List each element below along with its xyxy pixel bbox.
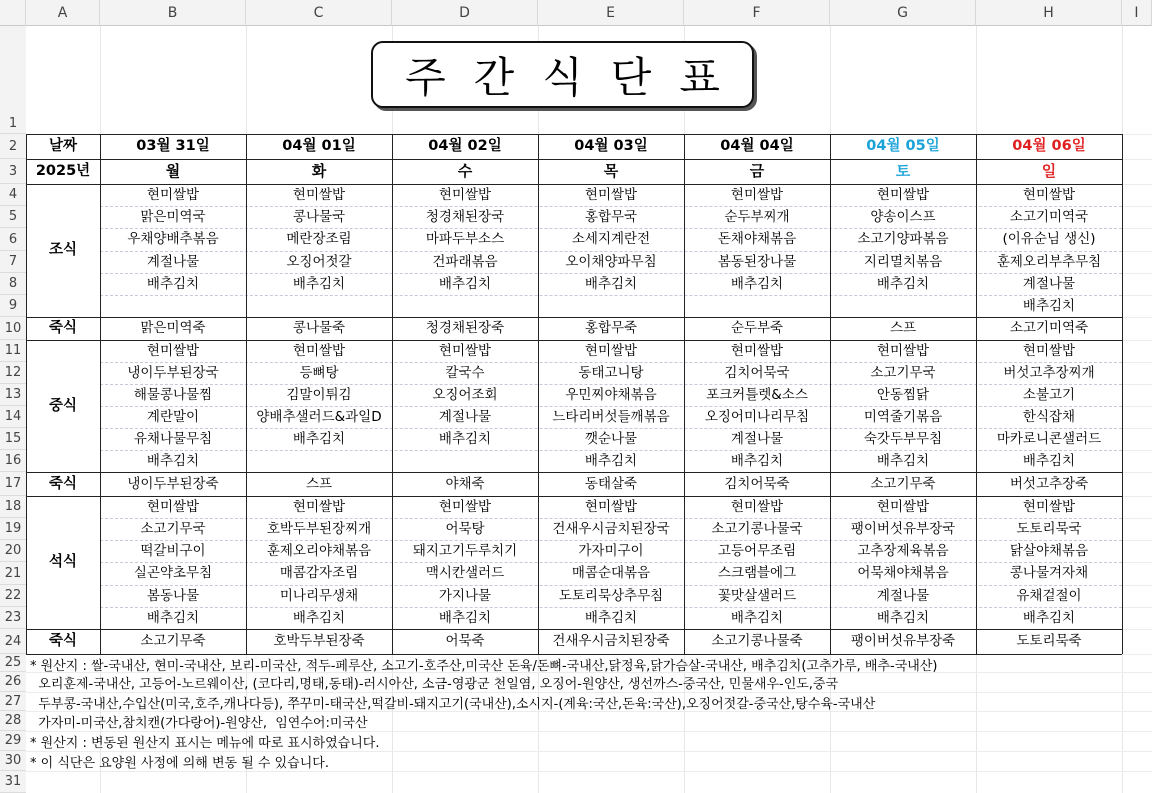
table-border-vertical	[830, 134, 831, 654]
table-border-vertical	[100, 134, 101, 654]
menu-item[interactable]: 양송이스프	[870, 209, 936, 225]
menu-item[interactable]: 동태고니탕	[578, 365, 644, 381]
weekday-cell[interactable]: 월	[165, 162, 181, 180]
menu-item[interactable]: 현미쌀밥	[292, 343, 346, 359]
weekday-cell[interactable]: 수	[457, 162, 473, 180]
menu-item[interactable]: 배추김치	[584, 276, 638, 292]
porridge-item[interactable]: 팽이버섯유부장죽	[850, 633, 956, 649]
menu-item[interactable]: 소세지계란전	[571, 231, 651, 247]
title-box	[371, 41, 754, 108]
menu-item[interactable]: 현미쌀밥	[1022, 499, 1076, 515]
meal-label-porridge[interactable]: 죽식	[48, 476, 77, 492]
menu-item[interactable]: 등뼈탕	[299, 365, 339, 381]
menu-item[interactable]: 계란말이	[146, 409, 200, 425]
menu-item[interactable]: 돈채야채볶음	[717, 231, 797, 247]
row-header-3[interactable]: 3	[0, 159, 26, 184]
menu-item[interactable]: 현미쌀밥	[584, 499, 638, 515]
origin-note[interactable]: * 원산지 : 쌀-국내산, 현미-국내산, 보리-미국산, 적두-페루산, 소고기-호주산,미국산 돈육/돈뼈-국내산,닭정육,닭가슴살-국내산, 배추김치(고추가루, 배추-국내산)	[30, 659, 938, 674]
menu-item[interactable]: 배추김치	[438, 431, 492, 447]
row-header-10[interactable]: 10	[0, 317, 26, 340]
origin-note[interactable]: 두부콩-국내산,수입산(미국,호주,캐나다등), 쭈꾸미-태국산,떡갈비-돼지고기(국내산),소시지-(계육:국산,돈육:국산),오징어젓갈-중국산,탕수육-국내산	[30, 697, 876, 712]
row-header-19[interactable]: 19	[0, 518, 26, 540]
date-cell[interactable]: 04월 05일	[866, 138, 940, 154]
menu-item[interactable]: 가지나물	[438, 588, 492, 604]
table-border-horizontal	[26, 159, 1122, 160]
menu-item[interactable]: 느타리버섯들깨볶음	[552, 409, 670, 425]
row-header-12[interactable]: 12	[0, 362, 26, 384]
meal-label-porridge[interactable]: 죽식	[48, 320, 77, 336]
menu-item[interactable]: 현미쌀밥	[1022, 187, 1076, 203]
menu-item[interactable]: 오징어조회	[432, 387, 498, 403]
menu-item[interactable]: 순두부찌개	[724, 209, 790, 225]
menu-item[interactable]: 유채나물무침	[133, 431, 213, 447]
menu-item[interactable]: 안동찜닭	[876, 387, 930, 403]
menu-item[interactable]: 포크커틀렛&소스	[706, 387, 808, 403]
row-header-30[interactable]: 30	[0, 751, 26, 771]
weekday-cell[interactable]: 목	[603, 162, 619, 180]
menu-item[interactable]: 계절나물	[438, 409, 492, 425]
menu-item[interactable]: 배추김치	[146, 610, 200, 626]
date-label[interactable]: 날짜	[48, 138, 77, 154]
porridge-item[interactable]: 맑은미역죽	[140, 320, 206, 336]
porridge-item[interactable]: 건새우시금치된장죽	[552, 633, 670, 649]
menu-item[interactable]	[392, 295, 538, 317]
menu-item[interactable]: 봄동나물	[146, 588, 200, 604]
menu-item[interactable]: 소고기콩나물국	[711, 521, 803, 537]
menu-item[interactable]: 계절나물	[876, 588, 930, 604]
column-header-G[interactable]: G	[830, 0, 976, 26]
menu-item[interactable]: 매콤감자조림	[279, 565, 359, 581]
row-divider-dashed	[100, 273, 1122, 274]
table-border-horizontal	[26, 317, 1122, 318]
row-header-6[interactable]: 6	[0, 228, 26, 251]
table-border-vertical	[246, 134, 247, 654]
row-header-16[interactable]: 16	[0, 450, 26, 472]
year-label[interactable]: 2025년	[35, 163, 91, 179]
row-header-bar	[0, 26, 26, 793]
menu-item[interactable]: 현미쌀밥	[584, 187, 638, 203]
menu-item[interactable]: 현미쌀밥	[876, 499, 930, 515]
origin-note[interactable]: * 원산지 : 변동된 원산지 표시는 메뉴에 따로 표시하였습니다.	[30, 736, 380, 751]
menu-item[interactable]: 고추장제육볶음	[857, 543, 949, 559]
menu-item[interactable]: 훈제오리부추무침	[996, 254, 1102, 270]
menu-item[interactable]: 소고기미역국	[1009, 209, 1089, 225]
menu-item[interactable]: 배추김치	[438, 276, 492, 292]
menu-item[interactable]: 맥시칸샐러드	[425, 565, 505, 581]
table-border-vertical	[392, 134, 393, 654]
table-border-vertical	[976, 134, 977, 654]
row-header-18[interactable]: 18	[0, 496, 26, 518]
menu-item[interactable]: 냉이두부된장국	[127, 365, 219, 381]
porridge-item[interactable]: 콩나물죽	[292, 320, 346, 336]
menu-item[interactable]	[684, 295, 830, 317]
menu-item[interactable]: 현미쌀밥	[438, 187, 492, 203]
row-header-11[interactable]: 11	[0, 340, 26, 362]
date-cell[interactable]: 04월 02일	[428, 138, 502, 154]
table-border-vertical	[1122, 134, 1123, 654]
row-divider-dashed	[100, 406, 1122, 407]
menu-item[interactable]: 현미쌀밥	[438, 499, 492, 515]
table-border-vertical	[684, 134, 685, 654]
menu-item[interactable]: 현미쌀밥	[438, 343, 492, 359]
column-header-I[interactable]: I	[1122, 0, 1152, 26]
menu-item[interactable]: 꽃맛살샐러드	[717, 588, 797, 604]
menu-item[interactable]: 건새우시금치된장국	[552, 521, 670, 537]
row-header-25[interactable]: 25	[0, 654, 26, 672]
menu-item[interactable]: 배추김치	[292, 276, 346, 292]
row-divider-dashed	[100, 518, 1122, 519]
menu-item[interactable]: 소고기무국	[870, 365, 936, 381]
menu-item[interactable]: 홍합무국	[584, 209, 638, 225]
column-header-F[interactable]: F	[684, 0, 830, 26]
porridge-item[interactable]: 도토리묵죽	[1016, 633, 1082, 649]
weekday-cell[interactable]: 금	[749, 162, 765, 180]
row-divider-dashed	[100, 607, 1122, 608]
menu-item[interactable]: 돼지고기두루치기	[412, 543, 518, 559]
menu-item[interactable]: 오이채양파무침	[565, 254, 657, 270]
menu-item[interactable]: 마파두부소스	[425, 231, 505, 247]
menu-item[interactable]: 현미쌀밥	[584, 343, 638, 359]
menu-item[interactable]: 미나리무생채	[279, 588, 359, 604]
menu-item[interactable]: 버섯고추장찌개	[1003, 365, 1095, 381]
menu-item[interactable]: 현미쌀밥	[292, 187, 346, 203]
column-header-A[interactable]: A	[26, 0, 100, 26]
menu-item[interactable]: 현미쌀밥	[146, 343, 200, 359]
menu-item[interactable]: 계절나물	[146, 254, 200, 270]
row-divider-dashed	[100, 428, 1122, 429]
row-header-23[interactable]: 23	[0, 607, 26, 629]
row-header-31[interactable]: 31	[0, 771, 26, 793]
menu-item[interactable]: 배추김치	[730, 610, 784, 626]
row-header-4[interactable]: 4	[0, 184, 26, 206]
porridge-item[interactable]: 야채죽	[445, 476, 485, 492]
menu-item[interactable]: 배추김치	[876, 610, 930, 626]
menu-item[interactable]: 현미쌀밥	[146, 187, 200, 203]
table-border-vertical	[26, 134, 27, 654]
row-header-5[interactable]: 5	[0, 206, 26, 228]
porridge-item[interactable]: 소고기무죽	[140, 633, 206, 649]
menu-item[interactable]: 배추김치	[1022, 298, 1076, 314]
menu-item[interactable]: 메란장조림	[286, 231, 352, 247]
menu-item[interactable]: 현미쌀밥	[1022, 343, 1076, 359]
menu-item[interactable]: 현미쌀밥	[730, 187, 784, 203]
menu-item[interactable]: (이유순님 생신)	[1002, 231, 1096, 247]
row-divider-dashed	[100, 251, 1122, 252]
menu-item[interactable]: 실곤약초무침	[133, 565, 213, 581]
menu-item[interactable]: 배추김치	[292, 610, 346, 626]
menu-item[interactable]: 도토리묵국	[1016, 521, 1082, 537]
menu-item[interactable]: 배추김치	[1022, 453, 1076, 469]
menu-item[interactable]: 떡갈비구이	[140, 543, 206, 559]
menu-item[interactable]: 현미쌀밥	[292, 499, 346, 515]
column-header-H[interactable]: H	[976, 0, 1122, 26]
table-border-horizontal	[26, 496, 1122, 497]
meal-label-dinner[interactable]: 석식	[48, 554, 77, 570]
porridge-item[interactable]: 호박두부된장죽	[273, 633, 365, 649]
table-border-vertical	[538, 134, 539, 654]
table-border-horizontal	[26, 629, 1122, 630]
select-all-corner[interactable]	[0, 0, 26, 26]
date-cell[interactable]: 04월 04일	[720, 138, 794, 154]
menu-item[interactable]: 맑은미역국	[140, 209, 206, 225]
menu-item[interactable]: 배추김치	[730, 453, 784, 469]
meal-label-lunch[interactable]: 중식	[48, 398, 77, 414]
row-header-14[interactable]: 14	[0, 406, 26, 428]
porridge-item[interactable]: 어묵죽	[445, 633, 485, 649]
menu-item[interactable]: 숙갓두부무침	[863, 431, 943, 447]
row-divider-dashed	[100, 228, 1122, 229]
porridge-item[interactable]: 김치어묵죽	[724, 476, 790, 492]
origin-note[interactable]: 오리훈제-국내산, 고등어-노르웨이산, (코다리,명태,동태)-러시아산, 소금-영광군 천일염, 오징어-원양산, 생선까스-중국산, 민물새우-인도,중국	[30, 677, 839, 692]
row-header-2[interactable]: 2	[0, 134, 26, 159]
menu-item[interactable]: 배추김치	[876, 276, 930, 292]
menu-item[interactable]	[538, 295, 684, 317]
menu-item[interactable]: 배추김치	[146, 453, 200, 469]
column-header-bar	[0, 0, 1152, 26]
porridge-item[interactable]: 소고기미역죽	[1009, 320, 1089, 336]
row-header-24[interactable]: 24	[0, 629, 26, 654]
porridge-item[interactable]: 냉이두부된장죽	[127, 476, 219, 492]
row-header-9[interactable]: 9	[0, 295, 26, 317]
row-divider-dashed	[100, 295, 1122, 296]
menu-item[interactable]: 배추김치	[438, 610, 492, 626]
origin-note[interactable]: 가자미-미국산,참치캔(가다랑어)-원양산, 임연수어:미국산	[30, 716, 368, 731]
row-divider-dashed	[100, 585, 1122, 586]
table-border-horizontal	[26, 134, 1122, 135]
menu-item[interactable]: 깻순나물	[584, 431, 638, 447]
menu-item[interactable]: 김치어묵국	[724, 365, 790, 381]
origin-note[interactable]: * 이 식단은 요양원 사정에 의해 변동 될 수 있습니다.	[30, 756, 329, 771]
row-divider-dashed	[100, 384, 1122, 385]
menu-item[interactable]: 한식잡채	[1022, 409, 1076, 425]
menu-item[interactable]: 우민찌야채볶음	[565, 387, 657, 403]
porridge-item[interactable]: 순두부죽	[730, 320, 784, 336]
gridline-horizontal	[26, 771, 1152, 772]
menu-item[interactable]: 팽이버섯유부장국	[850, 521, 956, 537]
row-header-26[interactable]: 26	[0, 672, 26, 692]
weekday-cell[interactable]: 일	[1041, 162, 1057, 180]
date-cell[interactable]: 03월 31일	[136, 138, 210, 154]
menu-item[interactable]	[100, 295, 246, 317]
menu-item[interactable]: 현미쌀밥	[730, 499, 784, 515]
porridge-item[interactable]: 동태살죽	[584, 476, 638, 492]
row-header-15[interactable]: 15	[0, 428, 26, 450]
menu-item[interactable]: 소고기무국	[140, 521, 206, 537]
row-header-20[interactable]: 20	[0, 540, 26, 562]
menu-item[interactable]: 봄동된장나물	[717, 254, 797, 270]
porridge-item[interactable]: 소고기콩나물죽	[711, 633, 803, 649]
row-header-8[interactable]: 8	[0, 273, 26, 295]
menu-item[interactable]: 현미쌀밥	[876, 187, 930, 203]
menu-item[interactable]: 콩나물겨자채	[1009, 565, 1089, 581]
menu-item[interactable]: 도토리묵상추무침	[558, 588, 664, 604]
porridge-item[interactable]: 홍합무죽	[584, 320, 638, 336]
menu-item[interactable]: 배추김치	[730, 276, 784, 292]
meal-label-porridge[interactable]: 죽식	[48, 633, 77, 649]
menu-item[interactable]: 닭살야채볶음	[1009, 543, 1089, 559]
menu-item[interactable]: 계절나물	[730, 431, 784, 447]
menu-item[interactable]: 매콤순대볶음	[571, 565, 651, 581]
menu-item[interactable]: 마카로니콘샐러드	[996, 431, 1102, 447]
menu-item[interactable]: 어묵탕	[445, 521, 485, 537]
menu-item[interactable]: 어묵채야채볶음	[857, 565, 949, 581]
column-header-E[interactable]: E	[538, 0, 684, 26]
menu-item[interactable]: 소고기양파볶음	[857, 231, 949, 247]
meal-label-breakfast[interactable]: 조식	[48, 242, 77, 258]
table-border-horizontal	[26, 340, 1122, 341]
menu-item[interactable]: 훈제오리야채볶음	[266, 543, 372, 559]
page-title: 주간식단표	[405, 52, 748, 102]
menu-item[interactable]: 청경채된장국	[425, 209, 505, 225]
porridge-item[interactable]: 버섯고추장죽	[1009, 476, 1089, 492]
row-header-29[interactable]: 29	[0, 731, 26, 751]
menu-item[interactable]	[830, 295, 976, 317]
menu-item[interactable]: 소불고기	[1022, 387, 1076, 403]
menu-item[interactable]: 배추김치	[876, 453, 930, 469]
row-divider-dashed	[100, 562, 1122, 563]
menu-item[interactable]: 스크램블에그	[717, 565, 797, 581]
menu-item[interactable]: 배추김치	[584, 453, 638, 469]
menu-item[interactable]: 미역줄기볶음	[863, 409, 943, 425]
menu-item[interactable]: 오징어젓갈	[286, 254, 352, 270]
table-border-horizontal	[26, 472, 1122, 473]
porridge-item[interactable]: 스프	[305, 476, 333, 492]
menu-item[interactable]: 배추김치	[146, 276, 200, 292]
row-header-27[interactable]: 27	[0, 692, 26, 711]
menu-item[interactable]: 양배추샐러드&과일D	[256, 409, 382, 425]
menu-item[interactable]: 가자미구이	[578, 543, 644, 559]
menu-item[interactable]: 현미쌀밥	[730, 343, 784, 359]
row-header-21[interactable]: 21	[0, 562, 26, 585]
menu-item[interactable]: 배추김치	[584, 610, 638, 626]
row-divider-dashed	[100, 450, 1122, 451]
menu-item[interactable]: 김말이튀김	[286, 387, 352, 403]
column-header-C[interactable]: C	[246, 0, 392, 26]
menu-item[interactable]	[246, 450, 392, 472]
date-cell[interactable]: 04월 03일	[574, 138, 648, 154]
menu-item[interactable]: 배추김치	[1022, 610, 1076, 626]
porridge-item[interactable]: 스프	[889, 320, 917, 336]
row-header-22[interactable]: 22	[0, 585, 26, 607]
weekday-cell[interactable]: 화	[311, 162, 327, 180]
row-header-17[interactable]: 17	[0, 472, 26, 496]
row-divider-dashed	[100, 206, 1122, 207]
porridge-item[interactable]: 소고기무죽	[870, 476, 936, 492]
column-header-D[interactable]: D	[392, 0, 538, 26]
menu-item[interactable]: 호박두부된장찌개	[266, 521, 372, 537]
menu-item[interactable]: 계절나물	[1022, 276, 1076, 292]
menu-item[interactable]: 칼국수	[445, 365, 485, 381]
menu-item[interactable]: 지리멸치볶음	[863, 254, 943, 270]
menu-item[interactable]: 오징어미나리무침	[704, 409, 810, 425]
row-header-1[interactable]: 1	[0, 26, 26, 134]
menu-item[interactable]: 유채겉절이	[1016, 588, 1082, 604]
row-header-28[interactable]: 28	[0, 711, 26, 731]
menu-item[interactable]: 해물콩나물찜	[133, 387, 213, 403]
date-cell[interactable]: 04월 01일	[282, 138, 356, 154]
row-divider-dashed	[100, 362, 1122, 363]
row-header-13[interactable]: 13	[0, 384, 26, 406]
menu-item[interactable]	[392, 450, 538, 472]
porridge-item[interactable]: 청경채된장죽	[425, 320, 505, 336]
menu-item[interactable]: 콩나물국	[292, 209, 346, 225]
weekday-cell[interactable]: 토	[895, 162, 911, 180]
menu-item[interactable]: 우채양배추볶음	[127, 231, 219, 247]
row-header-7[interactable]: 7	[0, 251, 26, 273]
date-cell[interactable]: 04월 06일	[1012, 138, 1086, 154]
menu-item[interactable]: 현미쌀밥	[876, 343, 930, 359]
column-header-B[interactable]: B	[100, 0, 246, 26]
menu-item[interactable]: 건파래볶음	[432, 254, 498, 270]
row-divider-dashed	[100, 540, 1122, 541]
table-border-horizontal	[26, 184, 1122, 185]
menu-item[interactable]: 배추김치	[292, 431, 346, 447]
menu-item[interactable]: 고등어무조림	[717, 543, 797, 559]
menu-item[interactable]: 현미쌀밥	[146, 499, 200, 515]
menu-item[interactable]	[246, 295, 392, 317]
